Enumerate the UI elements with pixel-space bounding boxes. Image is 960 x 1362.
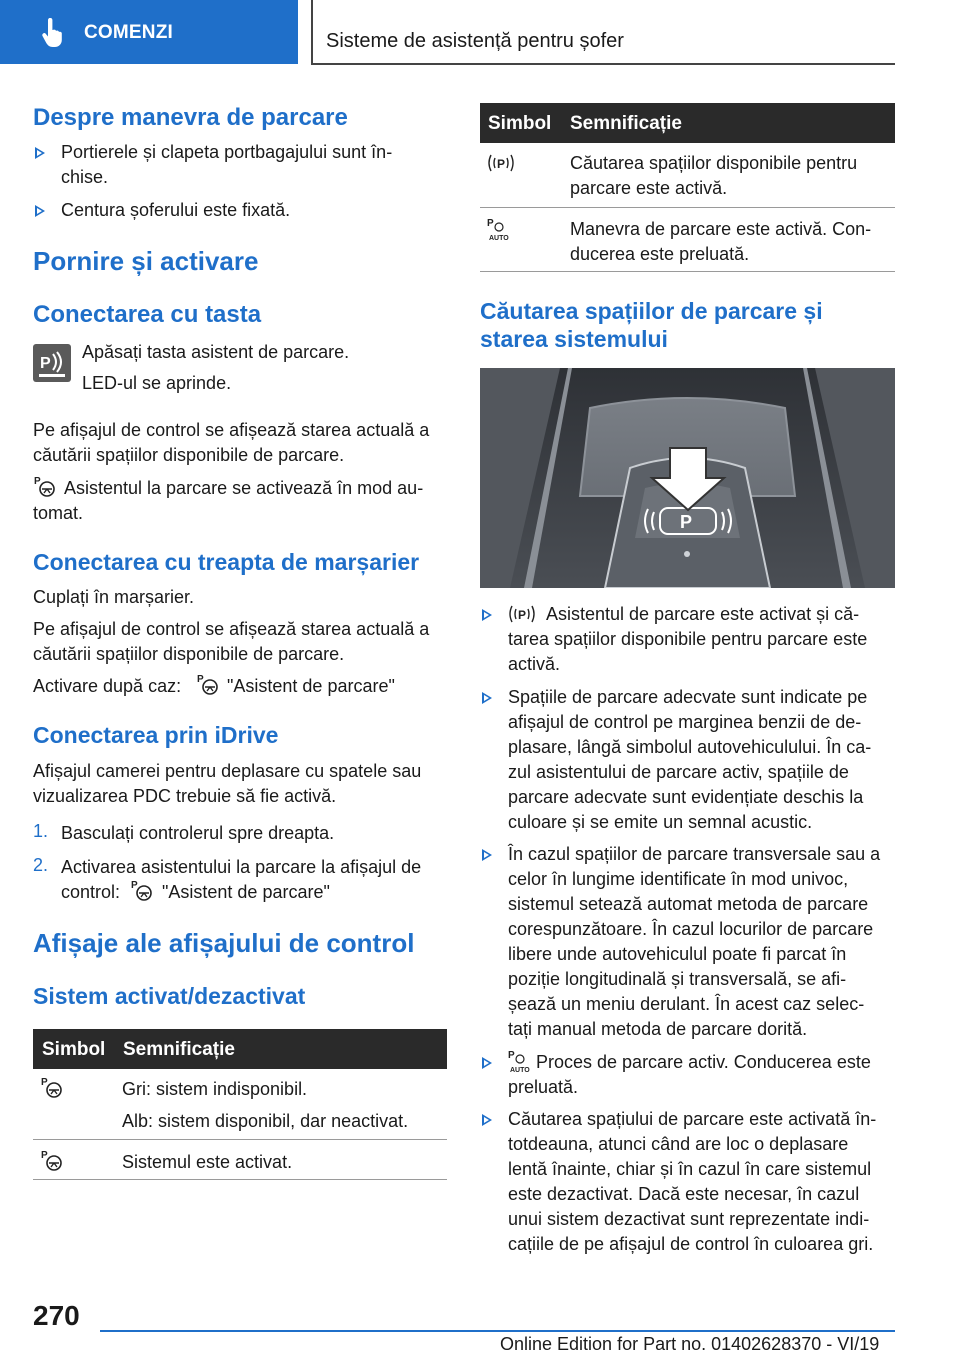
step-text-menu: "Asistent de parcare" — [162, 882, 330, 902]
heading-tasta: Conectarea cu tasta — [33, 301, 262, 328]
table-divider — [480, 207, 895, 208]
table-cell: Căutarea spațiilor disponibile pentru — [570, 153, 858, 173]
parking-assistant-icon — [33, 474, 57, 498]
paragraph-auto: Asistentul la parcare se activează în mod au- — [64, 478, 424, 498]
table-col-semnificatie: Semnificație — [570, 113, 682, 134]
svg-text:P: P — [41, 1077, 48, 1088]
bullet-text: unui sistem dezactivat sunt reprezentate indi- — [508, 1209, 870, 1229]
idrive-text: Afișajul camerei pentru deplasare cu spatele sau — [33, 761, 422, 781]
chapter-tab-label: COMENZI — [84, 22, 174, 43]
parking-auto-icon — [486, 216, 516, 242]
heading-pornire: Pornire și activare — [33, 246, 259, 276]
step-text: Basculați controlerul spre dreapta. — [61, 823, 335, 843]
bullet-text: Asistentul de parcare este activat și că- — [546, 604, 860, 624]
header-separator — [311, 0, 313, 64]
idrive-text: vizualizarea PDC trebuie să fie activă. — [33, 786, 337, 806]
treapta-text: Pe afișajul de control se afișează starea actuală a — [33, 619, 430, 639]
svg-text:P: P — [680, 512, 693, 532]
bullet-text: Căutarea spațiului de parcare este activată în- — [508, 1109, 877, 1129]
pointing-hand-icon — [40, 18, 66, 48]
heading-idrive: Conectarea prin iDrive — [33, 722, 279, 748]
bullet-text: corespunzătoare. În cazul locurilor de parcare — [508, 919, 874, 939]
table-cell: Alb: sistem disponibil, dar neactivat. — [122, 1111, 409, 1131]
bullet-text: celor în lungime identificate în mod univoc, — [508, 869, 849, 889]
bullet-triangle-icon — [482, 692, 492, 704]
step-number: 1. — [33, 821, 49, 841]
bullet-text: sistemul setează automat metoda de parcare — [508, 894, 869, 914]
bullet-text: cațiile de pe afișajul de control în culoarea gri. — [508, 1234, 874, 1254]
treapta-activare: Activare după caz: — [33, 676, 182, 696]
bullet-text: libere unde autovehiculul poate fi parcat în — [508, 944, 847, 964]
svg-text:P: P — [41, 1150, 48, 1161]
svg-text:P: P — [518, 608, 527, 622]
table-cell: Gri: sistem indisponibil. — [122, 1079, 308, 1099]
svg-text:AUTO: AUTO — [489, 235, 509, 242]
table-cell: ducerea este preluată. — [570, 244, 750, 264]
treapta-text: Cuplați în marșarier. — [33, 587, 195, 607]
heading-cautarea: starea sistemului — [480, 326, 668, 352]
bullet-text: poziție longitudinală și transversală, se afi- — [508, 969, 847, 989]
heading-afisaje: Afișaje ale afișajului de control — [33, 928, 415, 958]
bullet-text: parcare adecvate sunt evidențiate deschis la — [508, 787, 864, 807]
treapta-text: căutării spațiilor disponibile de parcare. — [33, 644, 345, 664]
step-text: Activarea asistentului la parcare la afișajul de — [61, 857, 422, 877]
tasta-text-2: LED-ul se aprinde. — [82, 373, 232, 393]
bullet-text: afișajul de control pe marginea benzii de de- — [508, 712, 862, 732]
bullet-text: Spațiile de parcare adecvate sunt indicate pe — [508, 687, 868, 707]
bullet-text: culoare și se emite un semnal acustic. — [508, 812, 813, 832]
parking-assistant-icon — [196, 672, 220, 696]
bullet-triangle-icon — [482, 1057, 492, 1069]
paragraph-afisaj: Pe afișajul de control se afișează starea actuală a — [33, 420, 430, 440]
bullet-text: În cazul spațiilor de parcare transversale sau a — [508, 844, 881, 864]
bullet-text: preluată. — [508, 1077, 579, 1097]
heading-cautarea: Căutarea spațiilor de parcare și — [480, 298, 823, 324]
heading-despre: Despre manevra de parcare — [33, 104, 348, 131]
step-text: control: — [61, 882, 121, 902]
chapter-tab[interactable] — [0, 0, 298, 64]
header-rule — [311, 63, 895, 65]
section-title: Sisteme de asistență pentru șofer — [326, 30, 624, 52]
paragraph-auto: tomat. — [33, 503, 84, 523]
svg-text:P: P — [131, 880, 138, 891]
bullet-text: este dezactivat. Dacă este necesar, în cazul — [508, 1184, 860, 1204]
tasta-text-1: Apăsați tasta asistent de parcare. — [82, 342, 350, 362]
table-cell: Manevra de parcare este activă. Con- — [570, 219, 872, 239]
svg-text:P: P — [487, 218, 494, 229]
bullet-text: Centura șoferului este fixată. — [61, 200, 291, 220]
table-divider — [33, 1179, 447, 1180]
bullet-triangle-icon — [482, 609, 492, 621]
bullet-text: șează un meniu derulant. În acest caz selec- — [508, 994, 865, 1014]
svg-text:P: P — [197, 674, 204, 685]
bullet-text: chise. — [61, 167, 109, 187]
svg-text:AUTO: AUTO — [510, 1067, 530, 1074]
bullet-text: Portierele și clapeta portbagajului sunt în- — [61, 142, 393, 162]
table-col-semnificatie: Semnificație — [123, 1039, 235, 1060]
heading-treapta: Conectarea cu treapta de marșarier — [33, 549, 420, 575]
table-header — [480, 103, 895, 143]
table-cell: parcare este activă. — [570, 178, 728, 198]
bullet-text: activă. — [508, 654, 561, 674]
parking-assistant-icon — [130, 878, 154, 902]
table-col-simbol: Simbol — [488, 113, 552, 134]
footer-edition: Online Edition for Part no. 01402628370 - VI/19 — [500, 1334, 880, 1354]
table-header — [33, 1029, 447, 1069]
parking-space-search-icon — [507, 601, 537, 627]
svg-text:P: P — [40, 355, 51, 372]
footer-rule — [100, 1330, 895, 1332]
svg-text:P: P — [34, 476, 41, 487]
page-number: 270 — [33, 1300, 80, 1331]
parking-assistant-icon — [40, 1148, 64, 1172]
bullet-text: tați manual metoda de parcare dorită. — [508, 1019, 808, 1039]
bullet-text: plasare, lângă simbolul autovehiculului. În ca- — [508, 737, 872, 757]
bullet-triangle-icon — [35, 147, 45, 159]
parking-assistant-icon — [40, 1075, 64, 1099]
bullet-text: tarea spațiilor disponibile pentru parcare este — [508, 629, 868, 649]
bullet-text: totdeauna, atunci când are loc o deplasare — [508, 1134, 849, 1154]
treapta-activare-menu: "Asistent de parcare" — [227, 676, 395, 696]
bullet-triangle-icon — [482, 849, 492, 861]
bullet-text: lentă înainte, chiar și în cazul în care sistemul — [508, 1159, 872, 1179]
paragraph-afisaj: căutării spațiilor disponibile de parcare. — [33, 445, 345, 465]
svg-text:P: P — [508, 1050, 515, 1061]
table-cell: Sistemul este activat. — [122, 1152, 293, 1172]
bullet-text: Proces de parcare activ. Conducerea este — [536, 1052, 871, 1072]
heading-sistem: Sistem activat/dezactivat — [33, 983, 306, 1009]
svg-text:P: P — [497, 157, 506, 171]
bullet-triangle-icon — [482, 1114, 492, 1126]
step-number: 2. — [33, 855, 49, 875]
parking-assist-key-icon — [33, 344, 71, 382]
parking-space-search-icon — [486, 150, 516, 176]
parking-auto-icon — [507, 1048, 537, 1074]
parking-display-illustration — [480, 368, 895, 588]
table-divider — [480, 271, 895, 272]
table-divider — [33, 1139, 447, 1140]
table-col-simbol: Simbol — [42, 1039, 106, 1060]
bullet-triangle-icon — [35, 205, 45, 217]
bullet-text: zul asistentului de parcare activ, spațiile de — [508, 762, 849, 782]
